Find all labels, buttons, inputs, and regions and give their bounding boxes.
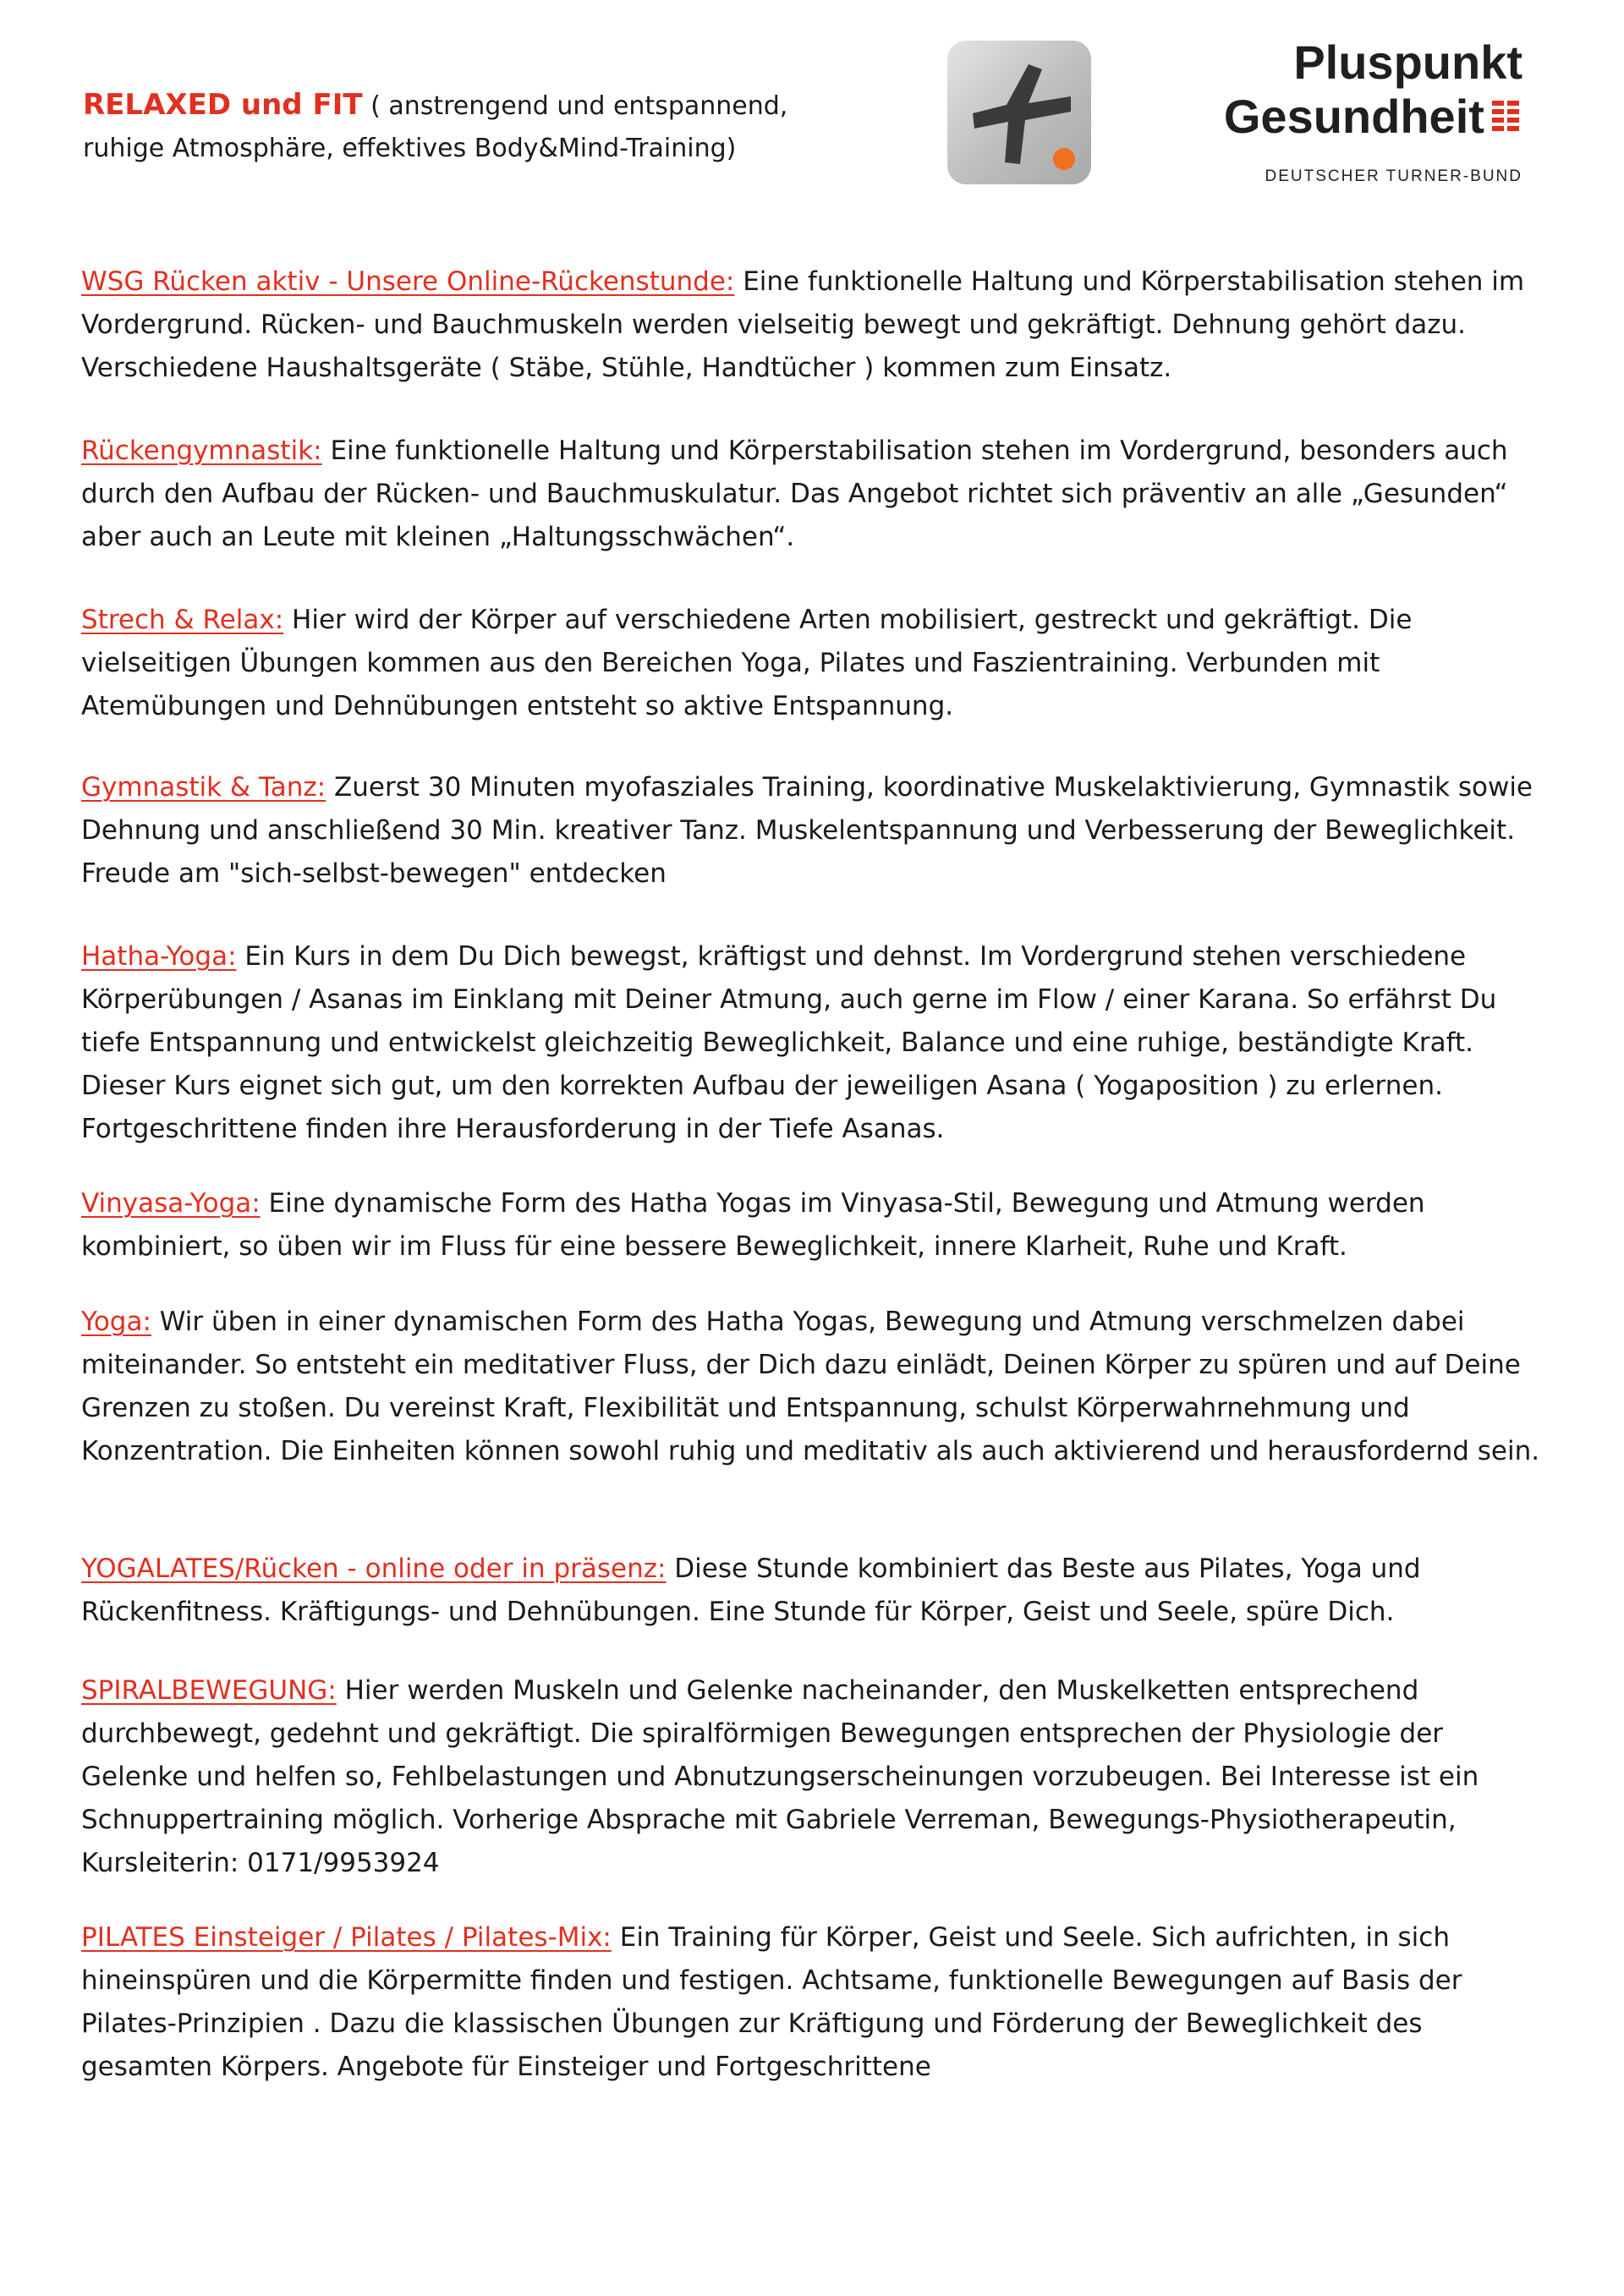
section-heading: Yoga:: [81, 1307, 151, 1337]
section-text: Zuerst 30 Minuten myofasziales Training, koordinative Muskelaktivierung, Gymnastik sowie Dehnung und anschließend 30 Min. kreativer Tanz. Muskelentspannung und Verbesserung der Beweglichkeit. Freude am "sich-selbst-bewegen" entdecken: [81, 772, 1533, 889]
section-heading: PILATES Einsteiger / Pilates / Pilates-Mix:: [81, 1922, 612, 1953]
brand-line-1: Pluspunkt: [1293, 36, 1522, 89]
document-title: [83, 88, 937, 163]
dtb-emblem-icon: [1489, 97, 1522, 134]
section-heading: WSG Rücken aktiv - Unsere Online-Rückenstunde:: [81, 266, 735, 297]
section-yoga: [81, 1301, 1544, 1473]
brand-line-2: Gesundheit: [1223, 90, 1484, 143]
plus-sign-icon: [947, 41, 1091, 184]
section-wsg-ruecken-aktiv: [81, 260, 1544, 390]
section-gymnastik-tanz: [81, 766, 1544, 896]
plus-logo-icon: [947, 41, 1091, 184]
section-text: Wir üben in einer dynamischen Form des Hatha Yogas, Bewegung und Atmung verschmelzen dabei miteinander. So entsteht ein meditativer Fluss, der Dich dazu einlädt, Deinen Körper zu spüren und auf Deine Grenzen zu stoßen. Du vereinst Kraft, Flexibilität und Entspannung, schulst Körperwahrnehmung und Konzentration. Die Einheiten können sowohl ruhig und meditativ als auch aktivierend und herausfordernd sein.: [81, 1307, 1540, 1466]
section-text: Ein Training für Körper, Geist und Seele. Sich aufrichten, in sich hineinspüren und die Körpermitte finden und festigen. Achtsame, funktionelle Bewegungen auf Basis der Pilates-Prinzipien . Dazu die klassischen Übungen zur Kräftigung und Förderung der Beweglichkeit des gesamten Körpers. Angebote für Einsteiger und Fortgeschrittene: [81, 1922, 1462, 2082]
organization-name: DEUTSCHER TURNER-BUND: [1265, 167, 1522, 185]
section-text: Eine funktionelle Haltung und Körperstabilisation stehen im Vordergrund. Rücken- und Bauchmuskeln werden vielseitig bewegt und gekräftigt. Dehnung gehört dazu. Verschiedene Haushaltsgeräte ( Stäbe, Stühle, Handtücher ) kommen zum Einsatz.: [81, 266, 1525, 383]
title-rest: ( anstrengend und entspannend,: [362, 91, 788, 121]
section-strech-relax: [81, 599, 1544, 728]
section-hatha-yoga: [81, 935, 1544, 1151]
section-text: Eine funktionelle Haltung und Körperstabilisation stehen im Vordergrund, besonders auch durch den Aufbau der Rücken- und Bauchmuskulatur. Das Angebot richtet sich präventiv an alle „Gesunden“ aber auch an Leute mit kleinen „Haltungsschwächen“.: [81, 436, 1508, 552]
title-bold: RELAXED und FIT: [83, 88, 363, 122]
section-vinyasa-yoga: [81, 1182, 1544, 1269]
section-heading: Vinyasa-Yoga:: [81, 1188, 261, 1219]
brand-block: [1125, 36, 1522, 185]
section-text: Hier wird der Körper auf verschiedene Arten mobilisiert, gestreckt und gekräftigt. Die vielseitigen Übungen kommen aus den Bereichen Yoga, Pilates und Faszientraining. Verbunden mit Atemübungen und Dehnübungen entsteht so aktive Entspannung.: [81, 605, 1413, 721]
section-text: Hier werden Muskeln und Gelenke nacheinander, den Muskelketten entsprechend durchbewegt, gedehnt und gekräftigt. Die spiralförmigen Bewegungen entsprechen der Physiologie der Gelenke und helfen so, Fehlbelastungen und Abnutzungserscheinungen vorzubeugen. Bei Interesse ist ein Schnuppertraining möglich. Vorherige Absprache mit Gabriele Verreman, Bewegungs-Physiotherapeutin, Kursleiterin: 0171/9953924: [81, 1675, 1479, 1878]
title-subline: ruhige Atmosphäre, effektives Body&Mind-Training): [83, 134, 737, 163]
section-heading: YOGALATES/Rücken - online oder in präsenz:: [81, 1553, 667, 1584]
section-heading: SPIRALBEWEGUNG:: [81, 1675, 337, 1706]
section-pilates: [81, 1916, 1544, 2089]
section-rueckengymnastik: [81, 430, 1544, 559]
section-yogalates: [81, 1548, 1544, 1634]
section-heading: Rückengymnastik:: [81, 436, 322, 466]
section-text: Diese Stunde kombiniert das Beste aus Pilates, Yoga und Rückenfitness. Kräftigungs- und Dehnübungen. Eine Stunde für Körper, Geist und Seele, spüre Dich.: [81, 1553, 1421, 1627]
section-heading: Strech & Relax:: [81, 605, 284, 635]
section-text: Eine dynamische Form des Hatha Yogas im Vinyasa-Stil, Bewegung und Atmung werden kombiniert, so üben wir im Fluss für eine bessere Beweglichkeit, innere Klarheit, Ruhe und Kraft.: [81, 1188, 1425, 1262]
section-text: Ein Kurs in dem Du Dich bewegst, kräftigst und dehnst. Im Vordergrund stehen verschiedene Körperübungen / Asanas im Einklang mit Deiner Atmung, auch gerne im Flow / einer Karana. So erfährst Du tiefe Entspannung und entwickelst gleichzeitig Beweglichkeit, Balance und eine ruhige, beständigte Kraft. Dieser Kurs eignet sich gut, um den korrekten Aufbau der jeweiligen Asana ( Yogaposition ) zu erlernen. Fortgeschrittene finden ihre Herausforderung in der Tiefe Asanas.: [81, 941, 1497, 1144]
section-spiralbewegung: [81, 1669, 1544, 1885]
section-heading: Gymnastik & Tanz:: [81, 772, 326, 803]
section-heading: Hatha-Yoga:: [81, 941, 237, 972]
